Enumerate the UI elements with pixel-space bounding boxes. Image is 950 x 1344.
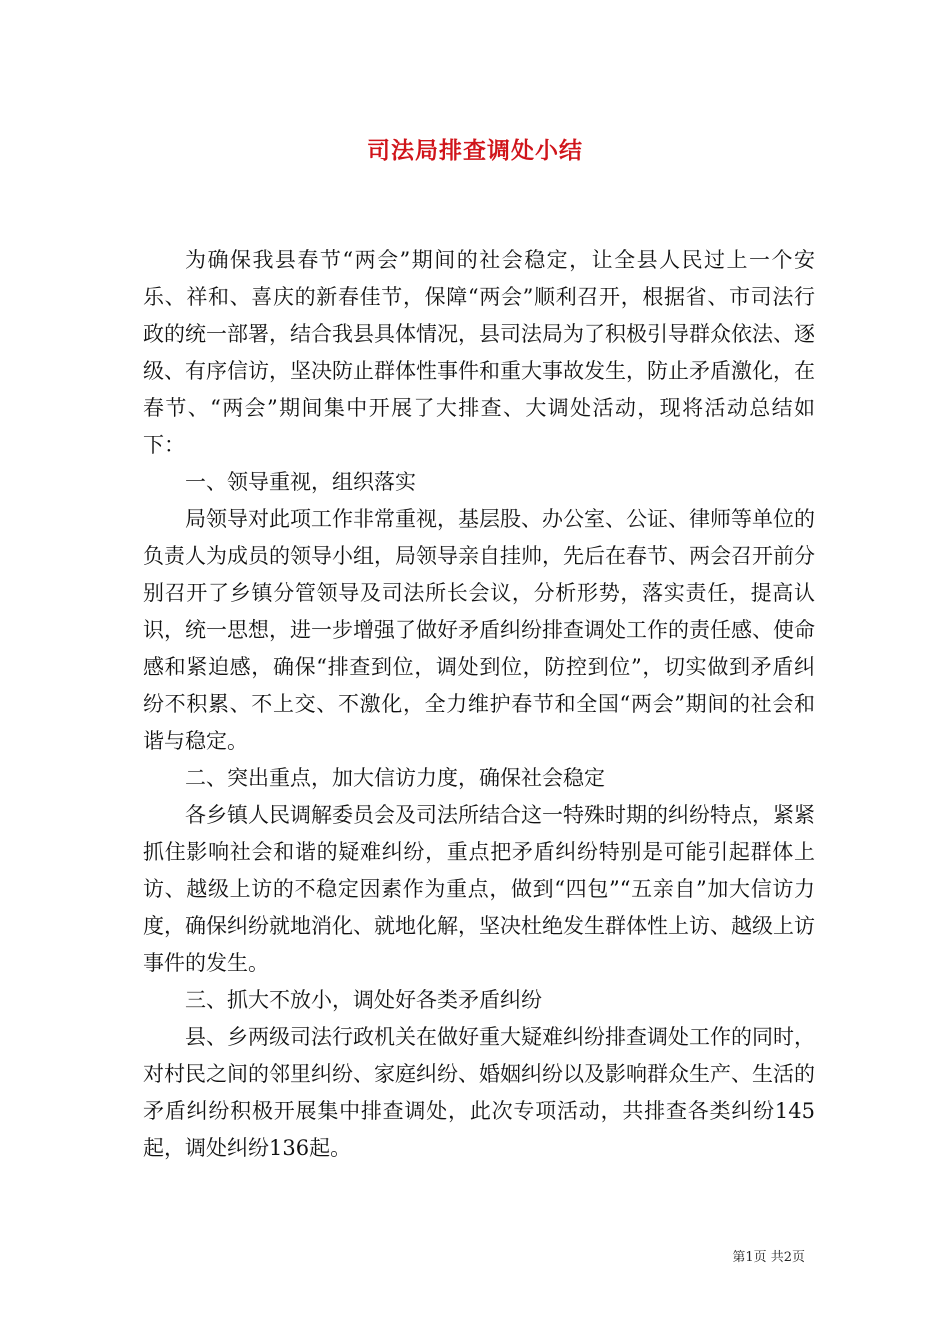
- section-paragraph-1: 局领导对此项工作非常重视，基层股、办公室、公证、律师等单位的负责人为成员的领导小组，局领导亲自挂帅，先后在春节、两会召开前分别召开了乡镇分管领导及司法所长会议，分析形势，落实责任，提高认识，统一思想，进一步增强了做好矛盾纠纷排查调处工作的责任感、使命感和紧迫感，确保“排查到位，调处到位，防控到位”，切实做到矛盾纠纷不积累、不上交、不激化，全力维护春节和全国“两会”期间的社会和谐与稳定。: [143, 507, 815, 753]
- section-paragraph-2: 各乡镇人民调解委员会及司法所结合这一特殊时期的纠纷特点，紧紧抓住影响社会和谐的疑难纠纷，重点把矛盾纠纷特别是可能引起群体上访、越级上访的不稳定因素作为重点，做到“四包”“五亲自”加大信访力度，确保纠纷就地消化、就地化解，坚决杜绝发生群体性上访、越级上访事件的发生。: [143, 803, 815, 975]
- document-body: [143, 242, 815, 1167]
- section-paragraph-3: 县、乡两级司法行政机关在做好重大疑难纠纷排查调处工作的同时，对村民之间的邻里纠纷、家庭纠纷、婚姻纠纷以及影响群众生产、生活的矛盾纠纷积极开展集中排查调处，此次专项活动，共排查各类纠纷145起，调处纠纷136起。: [143, 1025, 815, 1160]
- intro-paragraph: 为确保我县春节“两会”期间的社会稳定，让全县人民过上一个安乐、祥和、喜庆的新春佳节，保障“两会”顺利召开，根据省、市司法行政的统一部署，结合我县具体情况，县司法局为了积极引导群众依法、逐级、有序信访，坚决防止群体性事件和重大事故发生，防止矛盾激化，在春节、“两会”期间集中开展了大排查、大调处活动，现将活动总结如下：: [143, 248, 815, 457]
- section-heading-2: 二、突出重点，加大信访力度，确保社会稳定: [185, 766, 605, 790]
- section-heading-3: 三、抓大不放小，调处好各类矛盾纠纷: [185, 988, 542, 1012]
- document-title: 司法局排查调处小结: [367, 137, 583, 164]
- page-number: 第1页 共2页: [732, 1250, 805, 1265]
- section-heading-1: 一、领导重视，组织落实: [185, 470, 416, 494]
